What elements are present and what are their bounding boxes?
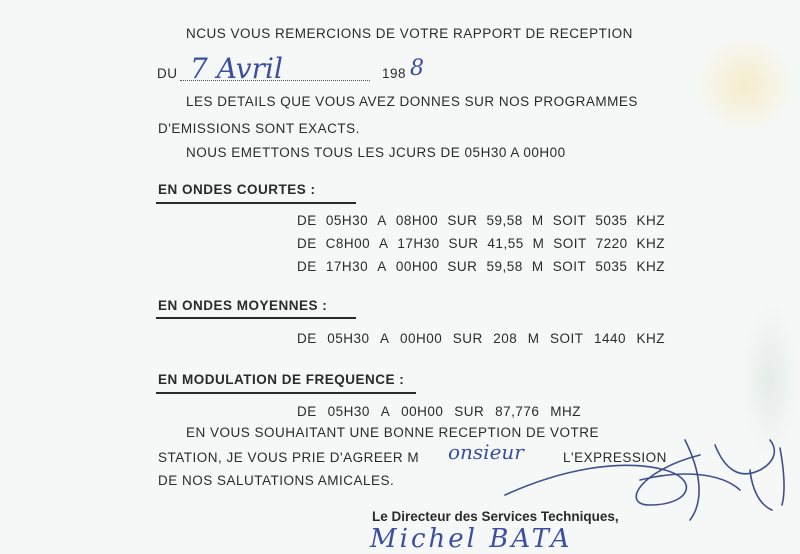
row-cell: M [527, 331, 540, 346]
year-printed: 198 [382, 66, 407, 81]
row-cell: 87,776 [495, 404, 540, 419]
row-cell: 08H00 [395, 213, 439, 228]
signature-title: Le Directeur des Services Techniques, [372, 509, 619, 524]
row-cell: SUR [452, 331, 483, 346]
row-cell: 59,58 [486, 259, 523, 274]
row-cell: SUR [454, 404, 485, 419]
row-cell: 05H30 [325, 213, 369, 228]
schedule-line: NOUS EMETTONS TOUS LES JCURS DE 05H30 A 00H00 [186, 145, 566, 160]
details-line-1: LES DETAILS QUE VOUS AVEZ DONNES SUR NOS PROGRAMMES [186, 94, 638, 109]
row-cell: DE [297, 331, 317, 346]
row-cell: SOIT [549, 331, 584, 346]
row-cell: 00H00 [399, 331, 443, 346]
row-cell: 59,58 [486, 213, 523, 228]
year-handwritten: 8 [410, 56, 424, 81]
row-cell: KHZ [636, 259, 665, 274]
row-cell: 7220 [595, 236, 628, 251]
details-line-2: D'EMISSIONS SONT EXACTS. [158, 121, 360, 136]
row-cell: SUR [447, 213, 478, 228]
date-handwritten: 7 Avril [190, 52, 283, 85]
row-cell: A [377, 213, 387, 228]
row-cell: 17H30 [397, 236, 440, 251]
row-cell: C8H00 [325, 236, 371, 251]
row-cell: SOIT [552, 213, 587, 228]
closing-line-1: EN VOUS SOUHAITANT UNE BONNE RECEPTION DE VOTRE [186, 425, 600, 440]
row-cell: 5035 [595, 259, 628, 274]
row-cell: SOIT [552, 259, 587, 274]
row-cell: SOIT [553, 236, 587, 251]
row-cell: A [377, 259, 387, 274]
row-cell: MHZ [550, 404, 581, 419]
intro-line: NCUS VOUS REMERCIONS DE VOTRE RAPPORT DE RECEPTION [186, 26, 633, 41]
row-cell: DE [297, 404, 317, 419]
signature-name-handwritten: Michel BATA [370, 524, 573, 554]
row-cell: 05H30 [327, 404, 370, 419]
row-cell: KHZ [636, 213, 665, 228]
row-cell: 17H30 [325, 259, 369, 274]
closing-line-3: DE NOS SALUTATIONS AMICALES. [158, 473, 395, 488]
row-cell: DE [297, 259, 317, 274]
row-cell: KHZ [636, 331, 665, 346]
row-cell: SUR [448, 236, 479, 251]
row-cell: DE [297, 213, 317, 228]
row-cell: A [380, 331, 390, 346]
closing-handwritten-monsieur: onsieur [448, 440, 524, 464]
closing-line-2-end: L'EXPRESSION [563, 450, 667, 465]
row-cell: M [531, 213, 544, 228]
row-cell: 00H00 [401, 404, 444, 419]
row-cell: 5035 [595, 213, 628, 228]
row-cell: M [532, 236, 545, 251]
short-wave-heading: EN ONDES COURTES : [158, 182, 316, 197]
row-cell: A [380, 404, 391, 419]
row-cell: 05H30 [327, 331, 370, 346]
row-cell: SUR [447, 259, 478, 274]
medium-wave-heading: EN ONDES MOYENNES : [158, 298, 328, 313]
row-cell: KHZ [636, 236, 665, 251]
row-cell: M [531, 259, 544, 274]
row-cell: 1440 [593, 331, 626, 346]
fm-heading: EN MODULATION DE FREQUENCE : [158, 372, 405, 387]
row-cell: 41,55 [487, 236, 524, 251]
row-cell: A [379, 236, 389, 251]
row-cell: DE [297, 236, 317, 251]
closing-line-2-start: STATION, JE VOUS PRIE D'AGREER M [158, 450, 420, 465]
date-prefix: DU [157, 66, 178, 81]
row-cell: 00H00 [395, 259, 439, 274]
row-cell: 208 [493, 331, 518, 346]
